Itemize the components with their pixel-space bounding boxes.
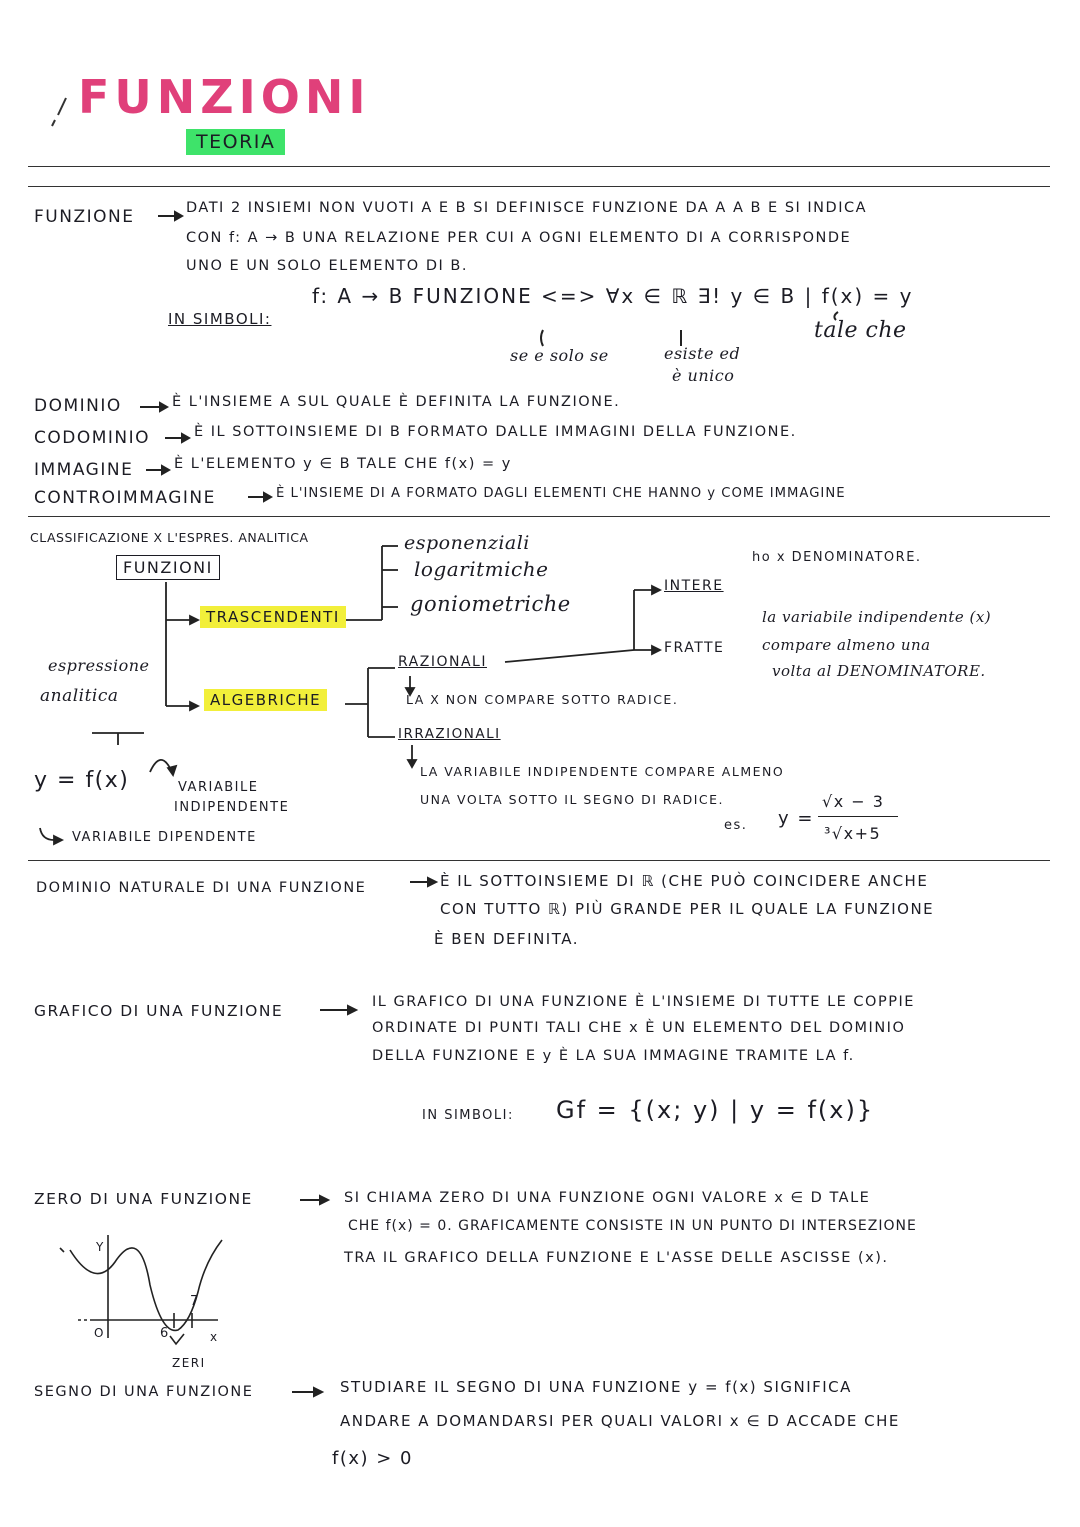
- term-dominio: DOMINIO: [34, 396, 122, 416]
- term-codominio-text: È IL SOTTOINSIEME DI B FORMATO DALLE IMMAGINI DELLA FUNZIONE.: [194, 424, 797, 440]
- definition-line-1: DATI 2 INSIEMI NON VUOTI A E B SI DEFINISCE FUNZIONE DA A A B E SI INDICA: [186, 200, 868, 216]
- natural-domain-term: DOMINIO NATURALE DI UNA FUNZIONE: [36, 880, 367, 896]
- node-algebriche: ALGEBRICHE: [204, 691, 327, 709]
- example-prefix: es.: [724, 818, 748, 833]
- intere-note: ho x DENOMINATORE.: [752, 550, 922, 565]
- natural-domain-line-3: È BEN DEFINITA.: [434, 930, 579, 948]
- definition-line-3: UNO E UN SOLO ELEMENTO DI B.: [186, 258, 468, 274]
- fratte-note-3: volta al DENOMINATORE.: [772, 662, 986, 680]
- var-formula: y = f(x): [34, 768, 130, 793]
- graph-symbols-formula: Gf = {(x; y) | y = f(x)}: [556, 1096, 875, 1124]
- graph-line-2: ORDINATE DI PUNTI TALI CHE x È UN ELEMENTO DEL DOMINIO: [372, 1020, 906, 1036]
- var-independent-2: INDIPENDENTE: [174, 800, 290, 815]
- note-tale-che: tale che: [814, 318, 907, 343]
- term-controimmagine: CONTROIMMAGINE: [34, 488, 216, 508]
- node-fratte: FRATTE: [664, 640, 725, 656]
- trasc-goniometriche: goniometriche: [410, 592, 571, 616]
- note-se-e-solo-se: se e solo se: [510, 346, 609, 365]
- term-immagine: IMMAGINE: [34, 460, 134, 480]
- irrazionali-note-1: LA VARIABILE INDIPENDENTE COMPARE ALMENO: [420, 764, 785, 779]
- zero-line-1: SI CHIAMA ZERO DI UNA FUNZIONE OGNI VALORE x ∈ D TALE: [344, 1190, 871, 1206]
- zero-line-2: CHE f(x) = 0. GRAFICAMENTE CONSISTE IN UN PUNTO DI INTERSEZIONE: [348, 1218, 917, 1234]
- zero-sketch-seven: 7: [190, 1294, 200, 1309]
- page-title: FUNZIONI: [78, 70, 371, 124]
- divider-classification: [28, 516, 1050, 517]
- node-intere: INTERE: [664, 578, 724, 594]
- note-esiste-unico-2: è unico: [672, 366, 735, 385]
- definition-line-2: CON f: A → B UNA RELAZIONE PER CUI A OGNI ELEMENTO DI A CORRISPONDE: [186, 230, 852, 246]
- symbols-label: IN SIMBOLI:: [168, 310, 272, 328]
- fratte-note-1: la variabile indipendente (x): [762, 608, 992, 626]
- sign-line-3: f(x) > 0: [332, 1448, 414, 1469]
- definition-term: FUNZIONE: [34, 207, 135, 227]
- term-immagine-text: È L'ELEMENTO y ∈ B TALE CHE f(x) = y: [174, 456, 512, 472]
- function-symbol-formula: f: A → B FUNZIONE <=> ∀x ∈ ℝ ∃! y ∈ B | f(x) = y: [312, 284, 914, 308]
- zero-line-3: TRA IL GRAFICO DELLA FUNZIONE E L'ASSE DELLE ASCISSE (x).: [344, 1250, 889, 1266]
- trasc-esponenziali: esponenziali: [404, 532, 530, 554]
- node-trascendenti: TRASCENDENTI: [200, 608, 346, 626]
- sign-line-1: STUDIARE IL SEGNO DI UNA FUNZIONE y = f(x) SIGNIFICA: [340, 1378, 852, 1396]
- divider-natural-domain: [28, 860, 1050, 861]
- var-independent-1: VARIABILE: [178, 780, 259, 795]
- sign-term: SEGNO DI UNA FUNZIONE: [34, 1384, 254, 1400]
- fratte-note-2: compare almeno una: [762, 636, 931, 654]
- example-fraction-bar: [818, 816, 898, 817]
- trasc-logaritmiche: logaritmiche: [414, 557, 549, 581]
- classification-heading: CLASSIFICAZIONE X L'ESPRES. ANALITICA: [30, 530, 309, 545]
- graph-symbols-label: IN SIMBOLI:: [422, 1108, 514, 1123]
- sign-line-2: ANDARE A DOMANDARSI PER QUALI VALORI x ∈ D ACCADE CHE: [340, 1412, 900, 1430]
- side-label-espressione: espressione: [48, 656, 150, 675]
- example-y: y =: [778, 808, 814, 829]
- graph-line-1: IL GRAFICO DI UNA FUNZIONE È L'INSIEME DI TUTTE LE COPPIE: [372, 994, 915, 1010]
- graph-term: GRAFICO DI UNA FUNZIONE: [34, 1002, 284, 1020]
- term-codominio: CODOMINIO: [34, 428, 151, 448]
- side-label-analitica: analitica: [40, 686, 119, 706]
- razionali-note: LA X NON COMPARE SOTTO RADICE.: [406, 692, 679, 707]
- natural-domain-line-2: CON TUTTO ℝ) PIÙ GRANDE PER IL QUALE LA FUNZIONE: [440, 900, 935, 918]
- zero-sketch-origin: O: [94, 1326, 105, 1340]
- zero-sketch-y-label: Y: [96, 1240, 105, 1254]
- term-dominio-text: È L'INSIEME A SUL QUALE È DEFINITA LA FUNZIONE.: [172, 394, 621, 410]
- var-dependent: VARIABILE DIPENDENTE: [72, 830, 257, 845]
- note-esiste-unico-1: esiste ed: [664, 344, 741, 363]
- zero-graph-sketch: [60, 1235, 222, 1344]
- theory-badge: TEORIA: [186, 131, 285, 153]
- divider: [28, 166, 1050, 167]
- irrazionali-note-2: UNA VOLTA SOTTO IL SEGNO DI RADICE.: [420, 792, 724, 807]
- zero-sketch-caption: ZERI: [172, 1356, 206, 1370]
- example-numerator: √x − 3: [822, 792, 885, 811]
- node-irrazionali: IRRAZIONALI: [398, 726, 501, 742]
- example-denominator: ³√x+5: [824, 824, 882, 843]
- zero-sketch-six: 6: [160, 1326, 170, 1341]
- classification-root: FUNZIONI: [116, 558, 220, 577]
- graph-line-3: DELLA FUNZIONE E y È LA SUA IMMAGINE TRAMITE LA f.: [372, 1048, 855, 1064]
- divider-top: [28, 186, 1050, 187]
- term-controimmagine-text: È L'INSIEME DI A FORMATO DAGLI ELEMENTI CHE HANNO y COME IMMAGINE: [276, 486, 846, 501]
- node-razionali: RAZIONALI: [398, 654, 487, 670]
- natural-domain-line-1: È IL SOTTOINSIEME DI ℝ (CHE PUÒ COINCIDERE ANCHE: [440, 872, 929, 890]
- zero-term: ZERO DI UNA FUNZIONE: [34, 1190, 253, 1208]
- zero-sketch-x-label: x: [210, 1330, 219, 1344]
